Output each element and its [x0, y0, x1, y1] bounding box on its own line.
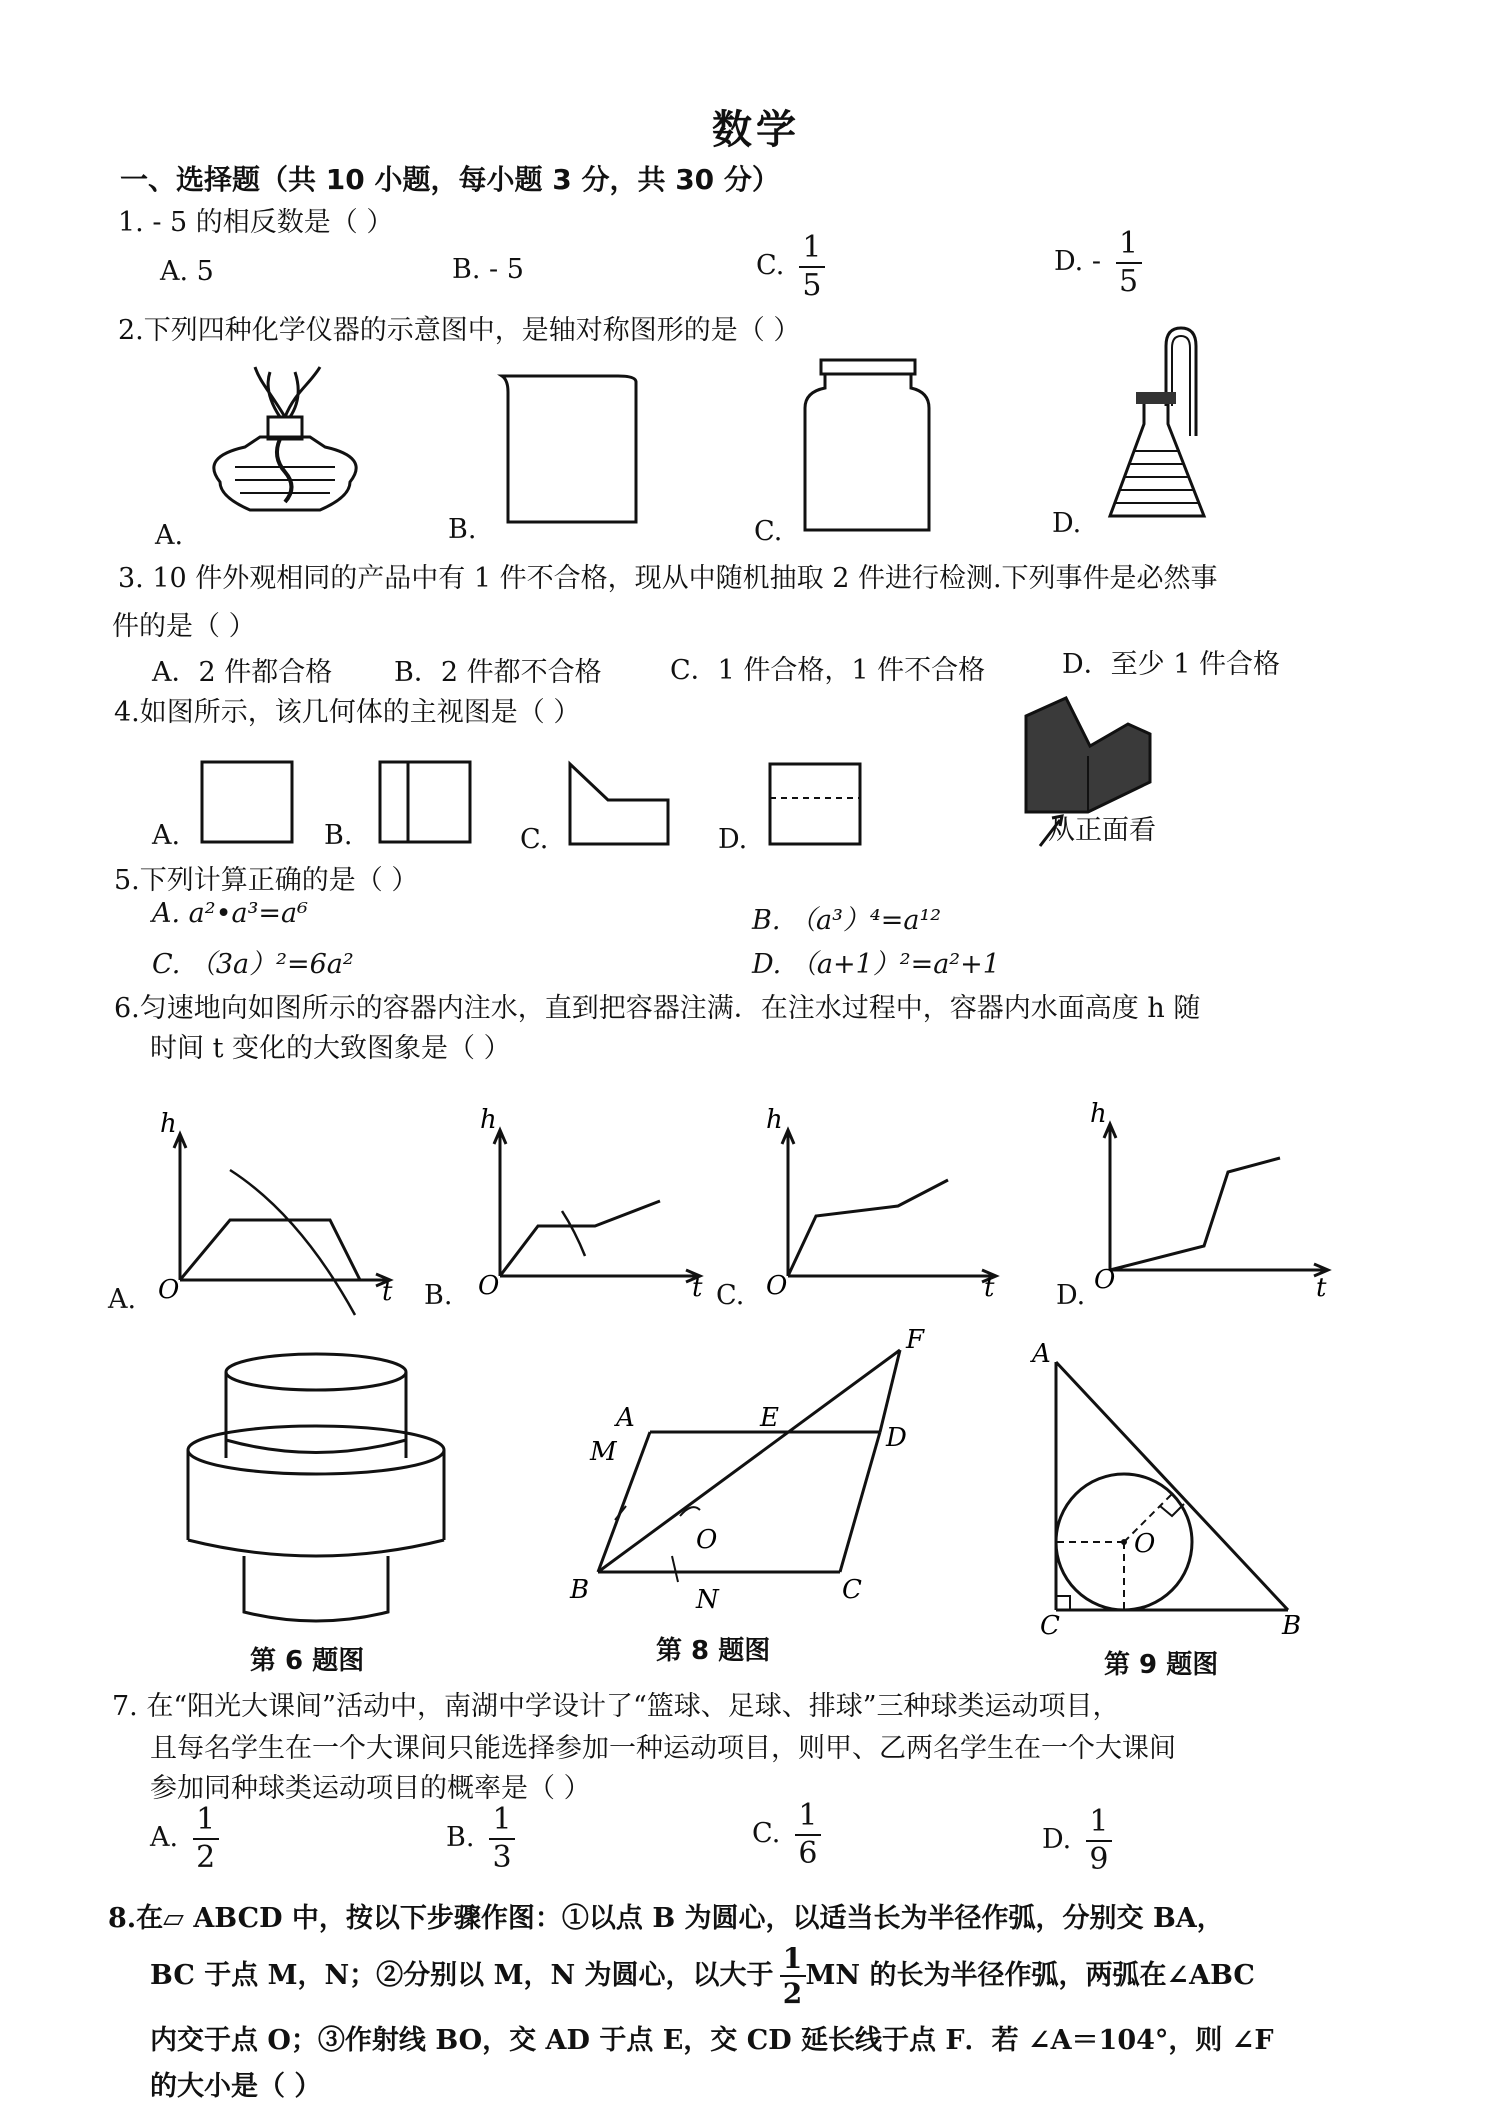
question-8-line3: 内交于点 O；③作射线 BO，交 AD 于点 E，交 CD 延长线于点 F．若 ∠A＝104°，则 ∠F — [150, 2025, 1274, 2056]
q7-option-d-fraction — [1086, 1806, 1112, 1875]
view-direction-label: 从正面看 — [1048, 815, 1156, 846]
fraction-numerator: 1 — [798, 1798, 818, 1833]
question-7-stem-line3: 参加同种球类运动项目的概率是（ ） — [150, 1773, 591, 1804]
alcohol-lamp-figure — [200, 362, 370, 532]
fraction-numerator: 1 — [1089, 1804, 1109, 1839]
jar-figure — [803, 358, 933, 538]
q1-option-c[interactable] — [756, 232, 825, 301]
fraction-numerator: 1 — [802, 230, 822, 265]
q4-view-c — [568, 762, 673, 847]
q4-option-c[interactable]: C. — [520, 824, 549, 855]
q2-option-a[interactable]: A. — [155, 520, 184, 551]
flask-figure — [1106, 326, 1226, 526]
q6-graph-a — [150, 1109, 400, 1320]
fig9-label-b: B — [1282, 1611, 1302, 1641]
q4-view-d — [768, 762, 863, 847]
q7-option-d-label: D. — [1042, 1824, 1072, 1855]
q4-option-a[interactable]: A. — [152, 820, 181, 851]
fig8-label-m: M — [590, 1437, 617, 1467]
q8-half-fraction — [780, 1944, 806, 2009]
q7-option-b[interactable] — [446, 1804, 515, 1873]
q7-option-a-fraction — [193, 1804, 219, 1873]
fig8-label-c: C — [842, 1575, 862, 1605]
q1-option-d-label: D. - — [1054, 246, 1101, 277]
q4-view-b — [378, 760, 473, 845]
fig8-label-d: D — [886, 1423, 907, 1453]
graph-d-origin-label: O — [1094, 1265, 1116, 1295]
q6-graph-d — [1080, 1099, 1340, 1310]
graph-b-t-label: t — [692, 1273, 703, 1303]
q5-option-b[interactable]: B. （a³）⁴=a¹² — [752, 905, 942, 936]
q5-option-a[interactable]: A. a²•a³=a⁶ — [152, 898, 308, 929]
graph-c-t-label: t — [984, 1273, 995, 1303]
q6-graph-b — [470, 1105, 720, 1316]
figure-8-caption: 第 8 题图 — [656, 1636, 771, 1666]
fraction-denominator: 5 — [1119, 263, 1139, 299]
q4-view-a — [200, 760, 295, 845]
fraction-denominator: 6 — [798, 1835, 818, 1871]
fig8-label-f: F — [906, 1325, 925, 1355]
q7-option-c-fraction — [795, 1800, 821, 1869]
question-8-line4: 的大小是（ ） — [150, 2071, 322, 2102]
fig9-label-o: O — [1134, 1529, 1156, 1559]
fraction-denominator: 5 — [802, 267, 822, 303]
q6-option-c[interactable]: C. — [716, 1280, 745, 1311]
question-6-stem-line1: 6.匀速地向如图所示的容器内注水，直到把容器注满．在注水过程中，容器内水面高度 h 随 — [114, 993, 1201, 1024]
q7-option-c[interactable] — [752, 1800, 821, 1869]
question-8-line1: 8.在▱ ABCD 中，按以下步骤作图：①以点 B 为圆心，以适当长为半径作弧，分别交 BA， — [108, 1903, 1224, 1934]
fraction-numerator: 1 — [196, 1802, 216, 1837]
fig8-label-b: B — [570, 1575, 590, 1605]
graph-c-origin-label: O — [766, 1271, 788, 1301]
fraction-denominator: 2 — [782, 1977, 803, 2011]
question-7-stem-line2: 且每名学生在一个大课间只能选择参加一种运动项目，则甲、乙两名学生在一个大课间 — [150, 1733, 1176, 1764]
fraction-denominator: 2 — [196, 1839, 216, 1875]
figure-6-caption: 第 6 题图 — [250, 1646, 365, 1676]
q6-container-figure — [176, 1350, 456, 1630]
question-3-stem-line1: 3. 10 件外观相同的产品中有 1 件不合格，现从中随机抽取 2 件进行检测.下列事件是必然事 — [118, 563, 1218, 594]
q3-option-d[interactable]: D．至少 1 件合格 — [1062, 649, 1280, 680]
q3-option-c[interactable]: C．1 件合格，1 件不合格 — [670, 655, 986, 686]
question-1-stem: 1. - 5 的相反数是（ ） — [118, 207, 394, 238]
graph-d-h-label: h — [1090, 1099, 1107, 1129]
q1-option-b[interactable]: B. - 5 — [452, 254, 524, 285]
q4-option-d[interactable]: D. — [718, 824, 748, 855]
fig9-label-a: A — [1032, 1339, 1051, 1369]
graph-c-h-label: h — [766, 1105, 783, 1135]
question-4-stem: 4.如图所示，该几何体的主视图是（ ） — [114, 697, 581, 728]
q2-option-b[interactable]: B. — [448, 514, 477, 545]
q1-option-a[interactable]: A. 5 — [160, 256, 214, 287]
q7-option-b-label: B. — [446, 1822, 475, 1853]
q1-option-d[interactable] — [1054, 228, 1142, 297]
q7-option-c-label: C. — [752, 1818, 781, 1849]
graph-d-t-label: t — [1316, 1273, 1327, 1303]
q2-option-d[interactable]: D. — [1052, 508, 1082, 539]
question-5-stem: 5.下列计算正确的是（ ） — [114, 865, 419, 896]
q8-line2-part2: MN 的长为半径作弧，两弧在∠ABC — [805, 1959, 1255, 1991]
page-title: 数学 — [712, 107, 800, 153]
graph-a-origin-label: O — [158, 1275, 180, 1305]
q4-option-b[interactable]: B. — [324, 820, 353, 851]
fraction-denominator: 9 — [1089, 1841, 1109, 1877]
graph-a-h-label: h — [160, 1109, 177, 1139]
fraction-numerator: 1 — [782, 1942, 803, 1975]
fig9-label-c: C — [1040, 1611, 1060, 1641]
q1-option-c-fraction — [799, 232, 825, 301]
question-8-line2 — [150, 1944, 1255, 2009]
question-2-stem: 2.下列四种化学仪器的示意图中，是轴对称图形的是（ ） — [118, 315, 801, 346]
fraction-denominator: 3 — [492, 1839, 512, 1875]
q6-graph-c — [758, 1105, 1008, 1316]
fraction-numerator: 1 — [492, 1802, 512, 1837]
fig8-label-o: O — [696, 1525, 718, 1555]
q6-option-d[interactable]: D. — [1056, 1280, 1086, 1311]
q7-option-d[interactable] — [1042, 1806, 1112, 1875]
fig8-label-a: A — [616, 1403, 635, 1433]
q7-option-a[interactable] — [150, 1804, 219, 1873]
q7-option-b-fraction — [489, 1804, 515, 1873]
q6-option-a[interactable]: A. — [108, 1284, 137, 1315]
q5-option-d[interactable]: D. （a+1）²=a²+1 — [752, 949, 1000, 980]
graph-a-t-label: t — [382, 1277, 393, 1307]
question-6-stem-line2: 时间 t 变化的大致图象是（ ） — [150, 1033, 511, 1064]
question-3-stem-line2: 件的是（ ） — [112, 611, 256, 642]
q6-option-b[interactable]: B. — [424, 1280, 453, 1311]
q5-option-c[interactable]: C. （3a）²=6a² — [152, 949, 354, 980]
q1-option-d-fraction — [1116, 228, 1142, 297]
section-heading: 一、选择题（共 10 小题，每小题 3 分，共 30 分） — [120, 163, 780, 196]
fig8-label-n: N — [696, 1585, 719, 1615]
q8-parallelogram-figure — [560, 1325, 950, 1620]
figure-9-caption: 第 9 题图 — [1104, 1650, 1219, 1680]
graph-b-h-label: h — [480, 1105, 497, 1135]
q3-option-a[interactable]: A．2 件都合格 — [152, 657, 333, 688]
q2-option-c[interactable]: C. — [754, 516, 783, 547]
q7-option-a-label: A. — [150, 1822, 179, 1853]
fraction-numerator: 1 — [1119, 226, 1139, 261]
beaker-figure — [498, 372, 648, 532]
q9-triangle-figure — [1020, 1340, 1320, 1640]
question-7-stem-line1: 7. 在“阳光大课间”活动中，南湖中学设计了“篮球、足球、排球”三种球类运动项目， — [112, 1691, 1120, 1722]
q3-option-b[interactable]: B．2 件都不合格 — [394, 657, 602, 688]
graph-b-origin-label: O — [478, 1271, 500, 1301]
q1-option-c-label: C. — [756, 250, 785, 281]
q8-line2-part1: BC 于点 M，N；②分别以 M，N 为圆心，以大于 — [150, 1959, 774, 1991]
fig8-label-e: E — [760, 1403, 779, 1433]
